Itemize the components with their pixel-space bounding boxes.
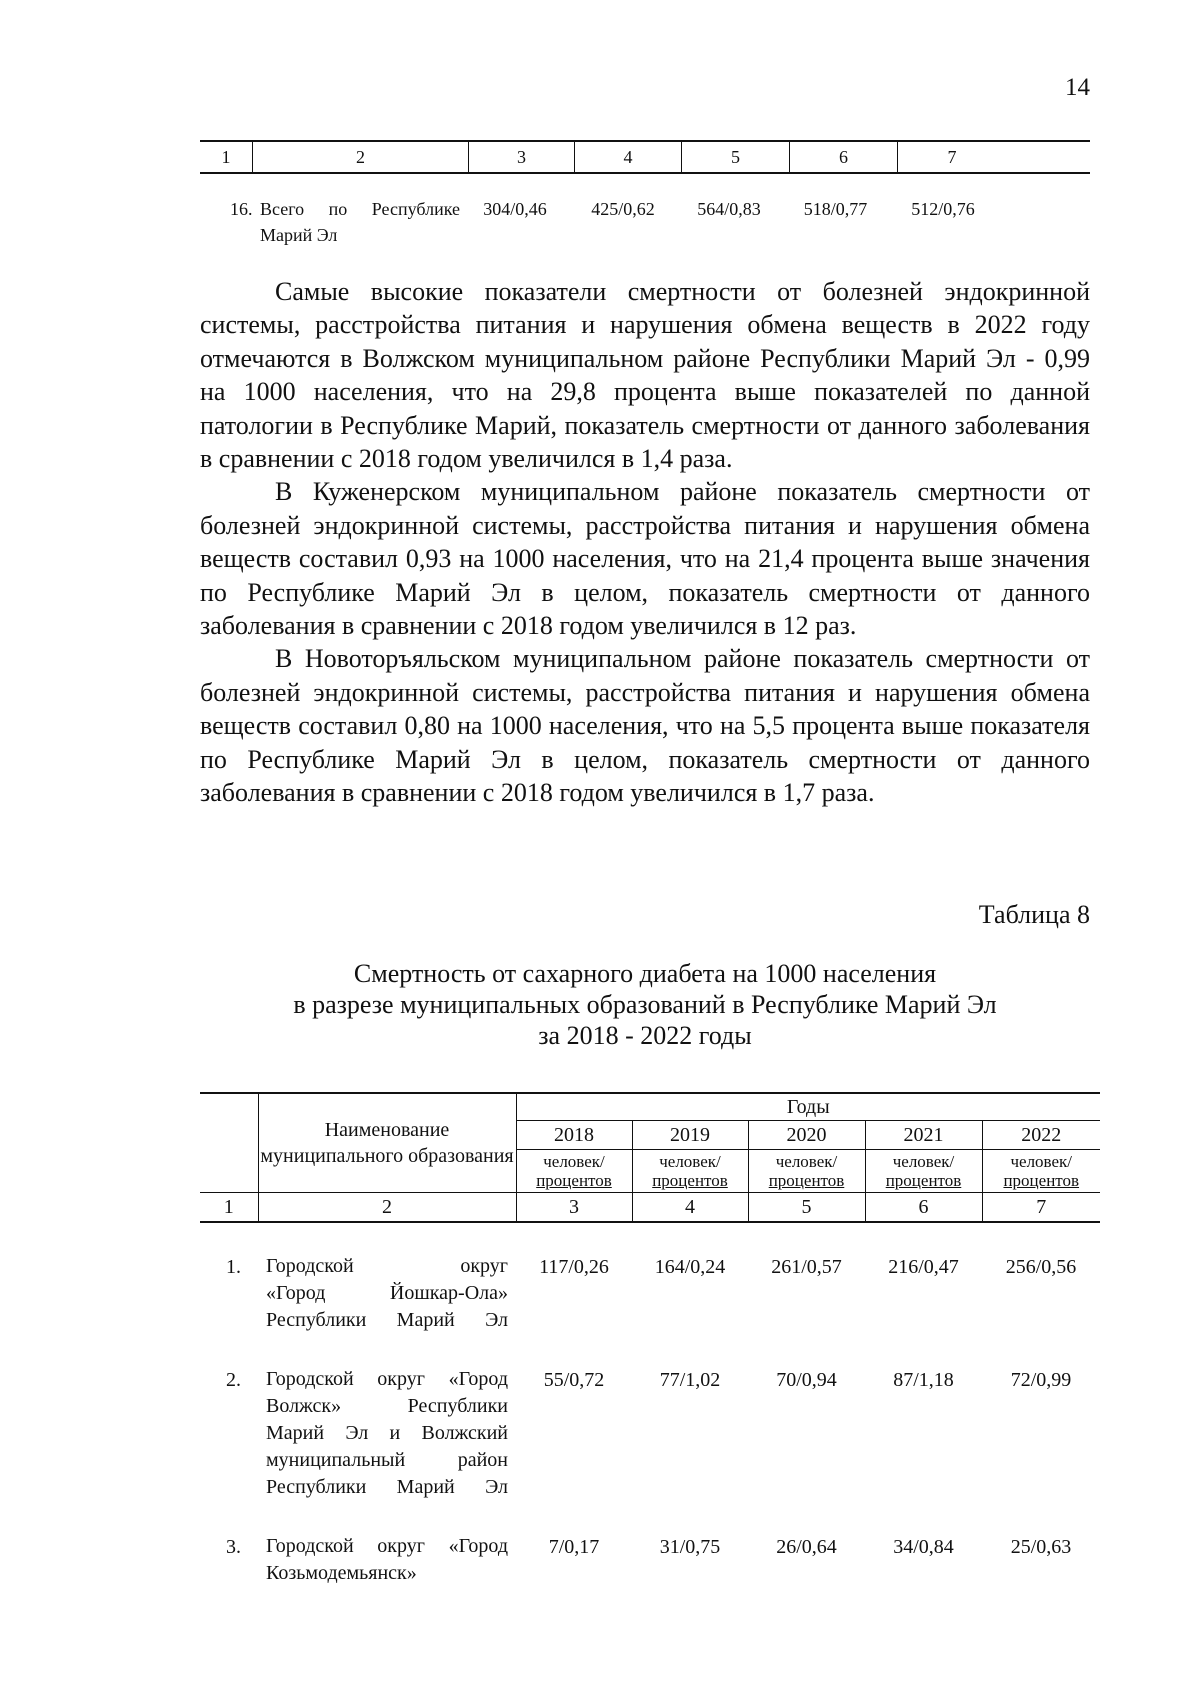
unit-line: процентов <box>768 1171 845 1190</box>
row-name-line: Городской округ «Город <box>266 1535 508 1557</box>
unit-line: процентов <box>885 1171 962 1190</box>
row-name-line: Марий Эл <box>260 225 338 245</box>
page-number: 14 <box>1065 74 1090 101</box>
row-value: 72/0,99 <box>1010 1369 1072 1391</box>
name-header: Наименование муниципального образования <box>258 1093 516 1193</box>
row-value: 87/1,18 <box>893 1369 954 1391</box>
row-value: 77/1,02 <box>659 1369 721 1391</box>
col-number: 7 <box>982 1193 1100 1223</box>
col-number: 5 <box>681 142 789 172</box>
row-value: 26/0,64 <box>776 1536 837 1558</box>
paragraph: В Куженерском муниципальном районе показатель смертности от болезней эндокринной системы, расстройства питания и нарушения обмена веществ составил 0,93 на 1000 населения, что на 21,4 процента выше значения по Республике Марий Эл в целом, показатель смертности от данного заболевания в сравнении с 2018 годом увеличился в 12 раз. <box>200 477 1090 641</box>
unit-header <box>748 1150 865 1193</box>
row-value: 55/0,72 <box>543 1369 605 1391</box>
row-value: 34/0,84 <box>893 1536 954 1558</box>
unit-line: человек/ <box>775 1152 838 1171</box>
row-value: 70/0,94 <box>776 1369 837 1391</box>
row-value: 216/0,47 <box>888 1256 959 1278</box>
row-index: 2. <box>226 1369 241 1391</box>
year-header: 2022 <box>982 1121 1100 1150</box>
year-header: 2021 <box>865 1121 982 1150</box>
row-value: 117/0,26 <box>539 1256 609 1278</box>
table-row <box>200 1366 1100 1501</box>
row-value: 425/0,62 <box>591 199 655 219</box>
row-name-line: Козьмодемьянск» <box>266 1562 417 1584</box>
unit-line: человек/ <box>892 1152 955 1171</box>
col-number: 6 <box>865 1193 982 1223</box>
row-name-line: Всего по Республике <box>260 199 460 219</box>
row-value: 256/0,56 <box>1005 1256 1077 1278</box>
row-value: 304/0,46 <box>483 199 547 219</box>
row-index: 16. <box>230 199 253 219</box>
col-number: 1 <box>221 146 231 167</box>
index-header <box>200 1093 258 1193</box>
row-name-line: Городской округ <box>266 1255 508 1277</box>
row-index: 1. <box>226 1256 241 1278</box>
row-value: 564/0,83 <box>697 199 761 219</box>
unit-line: человек/ <box>659 1152 721 1171</box>
unit-header <box>982 1150 1100 1193</box>
table-label: Таблица 8 <box>978 900 1090 929</box>
row-name-line: муниципальный район <box>266 1449 508 1471</box>
table-title-line: в разрезе муниципальных образований в Республике Марий Эл <box>293 990 997 1019</box>
unit-line: процентов <box>652 1171 728 1190</box>
row-value: 512/0,76 <box>911 199 975 219</box>
paragraph: Самые высокие показатели смертности от болезней эндокринной системы, расстройства питания и нарушения обмена веществ в 2022 году отмечаются в Волжском муниципальном районе Республики Марий Эл - 0,99 на 1000 населения, что на 29,8 процента выше показателей по данной патологии в Республике Марий, показатель смертности от данного заболевания в сравнении с 2018 годом увеличился в 1,4 раза. <box>200 277 1090 474</box>
col-number: 5 <box>748 1193 865 1223</box>
table-row <box>200 1533 1100 1587</box>
table-title <box>200 958 1090 1051</box>
row-value: 518/0,77 <box>803 199 868 219</box>
unit-line: человек/ <box>1010 1152 1073 1171</box>
unit-line: процентов <box>1003 1171 1080 1190</box>
table-row <box>200 1253 1100 1334</box>
row-name <box>258 1366 516 1501</box>
row-name-line: Волжск» Республики <box>266 1395 508 1417</box>
table-title-line: Смертность от сахарного диабета на 1000 населения <box>353 959 937 988</box>
row-value: 164/0,24 <box>654 1256 726 1278</box>
table-row <box>200 196 1090 248</box>
unit-header <box>516 1150 632 1193</box>
col-number: 3 <box>516 1193 632 1223</box>
year-header: 2019 <box>632 1121 748 1150</box>
year-header: 2018 <box>516 1121 632 1150</box>
col-number: 4 <box>632 1193 748 1223</box>
row-name-line: Городской округ «Город <box>266 1368 508 1390</box>
unit-line: человек/ <box>543 1152 605 1171</box>
row-name-line: Республики Марий Эл <box>266 1309 508 1331</box>
unit-header <box>865 1150 982 1193</box>
continuation-table-header <box>200 140 1090 174</box>
paragraph: В Новоторъяльском муниципальном районе показатель смертности от болезней эндокринной системы, расстройства питания и нарушения обмена веществ составил 0,80 на 1000 населения, что на 5,5 процента выше показателя по Республике Марий Эл в целом, показатель смертности от данного заболевания в сравнении с 2018 годом увеличился в 1,7 раза. <box>200 644 1090 808</box>
row-name-line: Марий Эл и Волжский <box>266 1422 508 1444</box>
row-value: 261/0,57 <box>771 1256 842 1278</box>
row-name <box>258 1533 516 1587</box>
row-name <box>258 1253 516 1334</box>
year-header: 2020 <box>748 1121 865 1150</box>
col-number: 2 <box>252 142 468 172</box>
unit-line: процентов <box>536 1171 612 1190</box>
table-title-line: за 2018 - 2022 годы <box>538 1021 752 1050</box>
col-number: 1 <box>200 1193 258 1223</box>
years-header: Годы <box>516 1093 1100 1121</box>
row-value: 7/0,17 <box>548 1536 600 1558</box>
col-number: 2 <box>258 1193 516 1223</box>
mortality-table <box>200 1092 1100 1587</box>
col-number: 6 <box>789 142 897 172</box>
row-name-line: Республики Марий Эл <box>266 1476 508 1498</box>
col-number: 4 <box>574 142 681 172</box>
unit-header <box>632 1150 748 1193</box>
body-text <box>200 275 1090 810</box>
row-value: 25/0,63 <box>1010 1536 1072 1558</box>
col-number: 7 <box>897 142 1006 172</box>
row-name <box>252 196 460 248</box>
row-value: 31/0,75 <box>659 1536 721 1558</box>
row-name-line: «Город Йошкар-Ола» <box>266 1282 508 1304</box>
row-index: 3. <box>226 1536 241 1558</box>
continuation-table <box>200 140 1090 248</box>
col-number: 3 <box>468 142 574 172</box>
